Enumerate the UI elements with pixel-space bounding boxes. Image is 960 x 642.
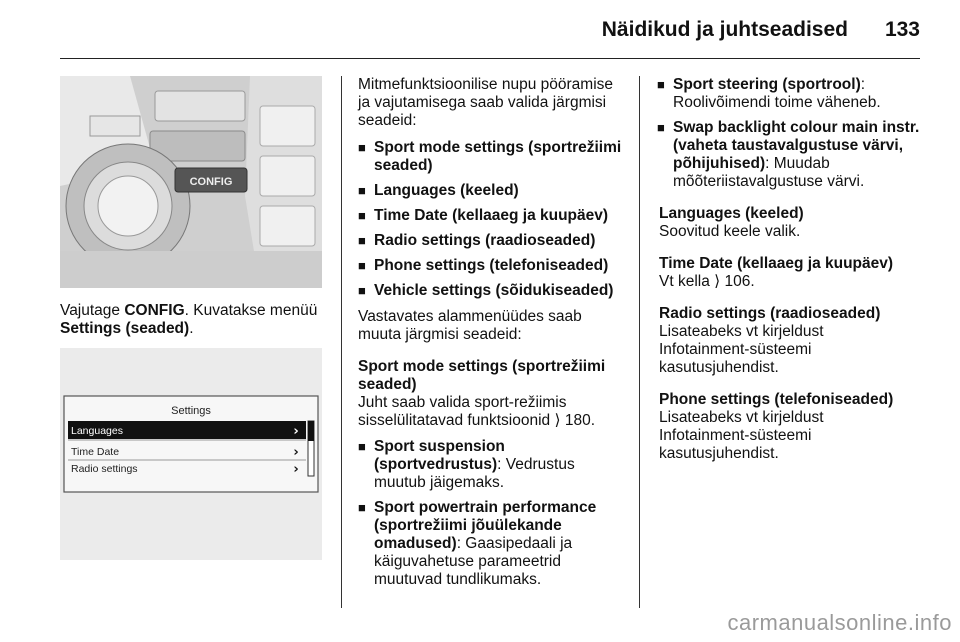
settings-screen-image [60, 348, 322, 560]
config-keyword: CONFIG [124, 302, 185, 319]
screen-title: Settings [171, 405, 211, 417]
settings-menu-list [358, 139, 626, 300]
radio-settings-body: Lisateabeks vt kirjeldust Infotainment-süsteemi kasutusjuhendist. [659, 323, 824, 376]
list-item: ■ Time Date (kellaaeg ja kuupäev) [358, 207, 626, 225]
left-caption: Vajutage CONFIG. Kuvatakse menüü Settings (seaded). [60, 302, 318, 337]
middle-intro: Mitmefunktsioonilise nupu pööramise ja vajutamisega saab valida järgmisi seadeid: [358, 76, 614, 129]
settings-keyword: Settings (seaded) [60, 320, 190, 337]
list-item: ■ Languages (keeled) [358, 182, 626, 200]
sport-options-list-cont [657, 76, 927, 191]
right-column [657, 76, 927, 472]
time-date-body: Vt kella ⟩ 106. [659, 273, 755, 290]
phone-settings-heading: Phone settings (telefoniseaded) [659, 391, 894, 408]
page-title: Näidikud ja juhtseadised [601, 18, 848, 41]
sport-mode-body: Juht saab valida sport-režiimis sisselülitatavad funktsioonid ⟩ 180. [358, 394, 595, 429]
screen-row-chevron-2-icon: › [293, 445, 299, 460]
languages-heading: Languages (keeled) [659, 205, 804, 222]
reference-arrow-icon: ⟩ [554, 412, 561, 429]
list-item: ■ Swap backlight colour main instr. (vaheta taustavalgustuse värvi, põhijuhised): Muudab mõõteriistavalgustuse värvi. [657, 119, 927, 191]
screen-row-radio-settings: Radio settings [71, 463, 138, 475]
reference-arrow-icon: ⟩ [714, 273, 721, 290]
screen-row-chevron-1-icon: › [293, 424, 299, 439]
list-item: ■ Sport mode settings (sportrežiimi seaded) [358, 139, 626, 175]
list-item: ■ Sport steering (sportrool): Roolivõimendi toime väheneb. [657, 76, 927, 112]
config-button-photo [60, 76, 322, 288]
watermark: carmanualsonline.info [727, 610, 952, 635]
page-header [0, 18, 960, 48]
list-item: ■ Vehicle settings (sõidukiseaded) [358, 282, 626, 300]
column-divider-1 [341, 76, 342, 608]
submenu-intro: Vastavates alammenüüdes saab muuta järgmisi seadeid: [358, 308, 582, 343]
list-item: ■ Sport powertrain performance (sportrežiimi jõuülekande omadused): Gaasipedaali ja käiguvahetuse parameetrid muutuvad tundlikumaks. [358, 499, 626, 589]
column-divider-2 [639, 76, 640, 608]
page-number: 133 [884, 18, 920, 41]
list-item: ■ Sport suspension (sportvedrustus): Vedrustus muutub jäigemaks. [358, 438, 626, 492]
screen-scrollbar-thumb [308, 421, 314, 441]
header-divider [60, 58, 920, 59]
sport-options-list [358, 438, 626, 589]
languages-body: Soovitud keele valik. [659, 223, 801, 240]
sport-mode-heading: Sport mode settings (sportrežiimi seaded) [358, 358, 606, 393]
list-item: ■ Phone settings (telefoniseaded) [358, 257, 626, 275]
phone-settings-body: Lisateabeks vt kirjeldust Infotainment-süsteemi kasutusjuhendist. [659, 409, 824, 462]
screen-row-chevron-3-icon: › [293, 462, 299, 477]
time-date-heading: Time Date (kellaaeg ja kuupäev) [659, 255, 894, 272]
config-button-label: CONFIG [189, 176, 233, 188]
radio-settings-heading: Radio settings (raadioseaded) [659, 305, 881, 322]
middle-column [358, 76, 626, 597]
screen-row-languages: Languages [71, 425, 123, 437]
list-item: ■ Radio settings (raadioseaded) [358, 232, 626, 250]
screen-row-time-date: Time Date [71, 446, 120, 458]
